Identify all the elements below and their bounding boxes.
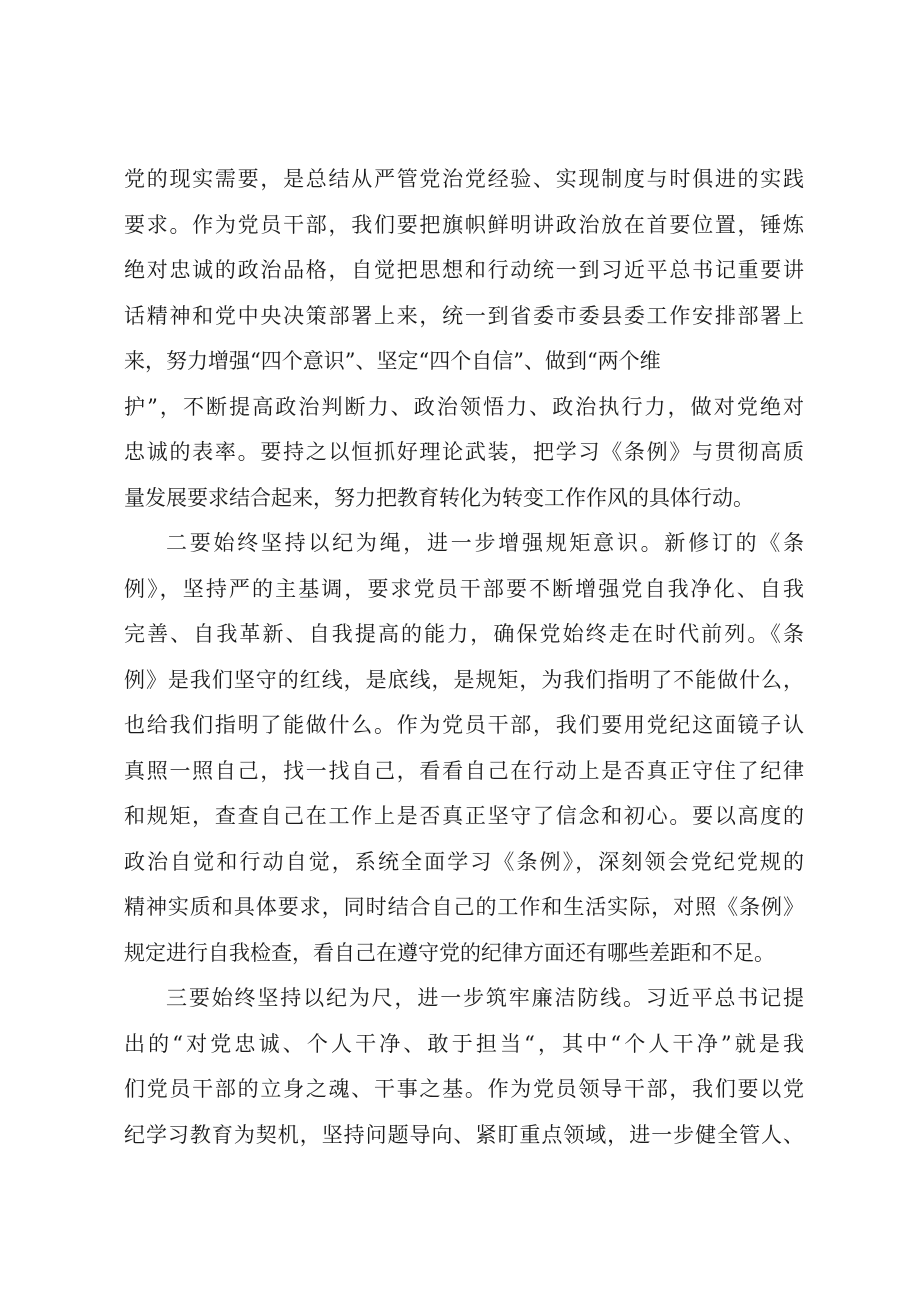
text-line: 例》是我们坚守的红线，是底线，是规矩，为我们指明了不能做什么， [124, 667, 804, 692]
text-line: 要求。作为党员干部，我们要把旗帜鲜明讲政治放在首要位置，锤炼 [124, 212, 804, 237]
text-line: 护”，不断提高政治判断力、政治领悟力、政治执行力，做对党绝对 [124, 394, 804, 419]
text-line: 真照一照自己，找一找自己，看看自己在行动上是否真正守住了纪律 [124, 758, 804, 783]
text-line: 也给我们指明了能做什么。作为党员干部，我们要用党纪这面镜子认 [124, 713, 804, 737]
text-line: 党的现实需要，是总结从严管党治党经验、实现制度与时俱进的实践 [124, 167, 804, 191]
text-line: 例》，坚持严的主基调，要求党员干部要不断增强党自我净化、自我 [124, 576, 804, 601]
paragraph-first-line: 三要始终坚持以纪为尺，进一步筑牢廉洁防线。习近平总书记提 [166, 986, 804, 1010]
text-line: 忠诚的表率。要持之以恒抓好理论武装，把学习《条例》与贯彻高质 [124, 440, 804, 464]
paragraph-first-line: 二要始终坚持以纪为绳，进一步增强规矩意识。新修订的《条 [166, 531, 804, 555]
text-line: 完善、自我革新、自我提高的能力，确保党始终走在时代前列。《条 [124, 622, 804, 646]
text-line: 绝对忠诚的政治品格，自觉把思想和行动统一到习近平总书记重要讲 [124, 258, 804, 282]
text-line: 规定进行自我检查，看自己在遵守党的纪律方面还有哪些差距和不足。 [124, 940, 775, 965]
text-line: 和规矩，查查自己在工作上是否真正坚守了信念和初心。要以高度的 [124, 804, 804, 828]
text-line: 政治自觉和行动自觉，系统全面学习《条例》，深刻领会党纪党规的 [124, 849, 804, 874]
text-line: 精神实质和具体要求，同时结合自己的工作和生活实际，对照《条例》 [124, 895, 804, 919]
text-line: 话精神和党中央决策部署上来，统一到省委市委县委工作安排部署上 [124, 303, 804, 328]
text-line: 量发展要求结合起来，努力把教育转化为转变工作作风的具体行动。 [124, 485, 754, 510]
text-line: 纪学习教育为契机，坚持问题导向、紧盯重点领域，进一步健全管人、 [124, 1122, 804, 1147]
document-body [124, 157, 804, 1158]
text-line: 们党员干部的立身之魂、干事之基。作为党员领导干部，我们要以党 [124, 1077, 804, 1101]
text-line: 来，努力增强“四个意识”、坚定“四个自信”、做到“两个维 [124, 349, 661, 373]
text-line: 出的“对党忠诚、个人干净、敢于担当“，其中“个人干净”就是我 [124, 1031, 804, 1056]
